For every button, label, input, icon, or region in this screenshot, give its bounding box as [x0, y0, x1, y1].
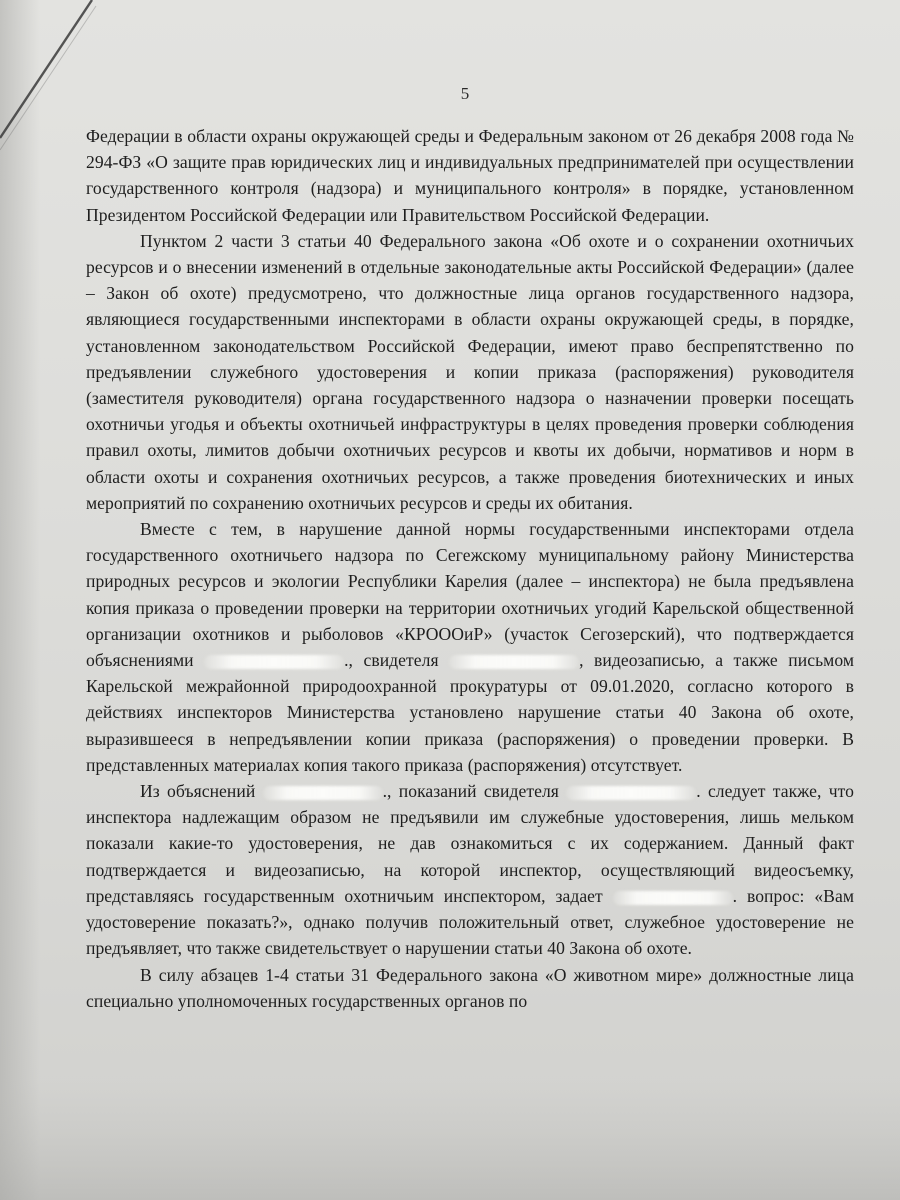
- paragraph-text: Вместе с тем, в нарушение данной нормы государственными инспекторами отдела государственного охотничьего надзора по Сегежскому муниципальному району Министерства природных ресурсов и экологии Республики Карелия (далее – инспектора) не была предъявлена копия приказа о проведении проверки на территории охотничьих угодий Карельской общественной организации охотников и рыболовов «КРОООиР» (участок Сегозерский), что подтверждается объяснениями: [86, 519, 854, 671]
- paragraph: [86, 123, 854, 228]
- paragraph-text: Пунктом 2 части 3 статьи 40 Федерального закона «Об охоте и о сохранении охотничьих ресурсов и о внесении изменений в отдельные законодательные акты Российской Федерации» (далее – Закон об охоте) предусмотрено, что должностные лица органов государственного надзора, являющиеся государственными инспекторами в области охраны окружающей среды, в порядке, установленном законодательством Российской Федерации, имеют право беспрепятственно по предъявлении служебного удостоверения и копии приказа (распоряжения) руководителя (заместителя руководителя) органа государственного надзора о назначении проверки посещать охотничьи угодья и объекты охотничьей инфраструктуры в целях проведения проверки соблюдения правил охоты, лимитов добычи охотничьих ресурсов и квоты их добычи, нормативов и норм в области охоты и сохранения охотничьих ресурсов, а также проведения биотехнических и иных мероприятий по сохранению охотничьих ресурсов и среды их обитания.: [86, 230, 854, 513]
- redacted-name: [449, 655, 579, 669]
- paragraph: [86, 778, 854, 961]
- paragraph-text: Из объяснений: [140, 781, 263, 802]
- page-number: 5: [460, 84, 470, 103]
- paragraph-text: . следует также, что инспектора надлежащим образом не предъявили им служебные удостоверения, лишь мельком показали какие-то удостоверения, не дав ознакомиться с их содержанием. Данный факт подтверждается и видеозаписью, на которой инспектор, осуществляющий видеосъемку, представляясь государственным охотничьим инспектором, задает: [86, 781, 854, 906]
- redacted-name: [204, 655, 344, 669]
- redacted-name: [613, 891, 733, 905]
- paragraph: [86, 962, 854, 1014]
- paragraph-text: , видеозаписью, а также письмом Карельской межрайонной природоохранной прокуратуры от 09.01.2020, согласно которого в действиях инспекторов Министерства установлено нарушение статьи 40 Закона об охоте, выразившееся в непредъявлении копии приказа (распоряжения) о проведении проверки. В представленных материалах копия такого приказа (распоряжения) отсутствует.: [86, 650, 855, 775]
- paragraph: [86, 228, 854, 516]
- redacted-name: [263, 786, 383, 800]
- document-body: [86, 123, 854, 1014]
- paragraph-text: Федерации в области охраны окружающей среды и Федеральным законом от 26 декабря 2008 года № 294-ФЗ «О защите прав юридических лиц и индивидуальных предпринимателей при осуществлении государственного контроля (надзора) и муниципального контроля» в порядке, установленном Президентом Российской Федерации или Правительством Российской Федерации.: [86, 126, 854, 225]
- paragraph-text: В силу абзацев 1-4 статьи 31 Федерального закона «О животном мире» должностные лица специально уполномоченных государственных органов по: [86, 964, 854, 1011]
- paragraph-text: ., показаний свидетеля: [382, 781, 567, 802]
- paragraph-text: . вопрос: «Вам удостоверение показать?», однако получив положительный ответ, служебное удостоверение не предъявляет, что также свидетельствует о нарушении статьи 40 Закона об охоте.: [86, 885, 854, 959]
- paragraph: [86, 516, 854, 778]
- redacted-name: [566, 786, 696, 800]
- paragraph-text: ., свидетеля: [344, 650, 450, 671]
